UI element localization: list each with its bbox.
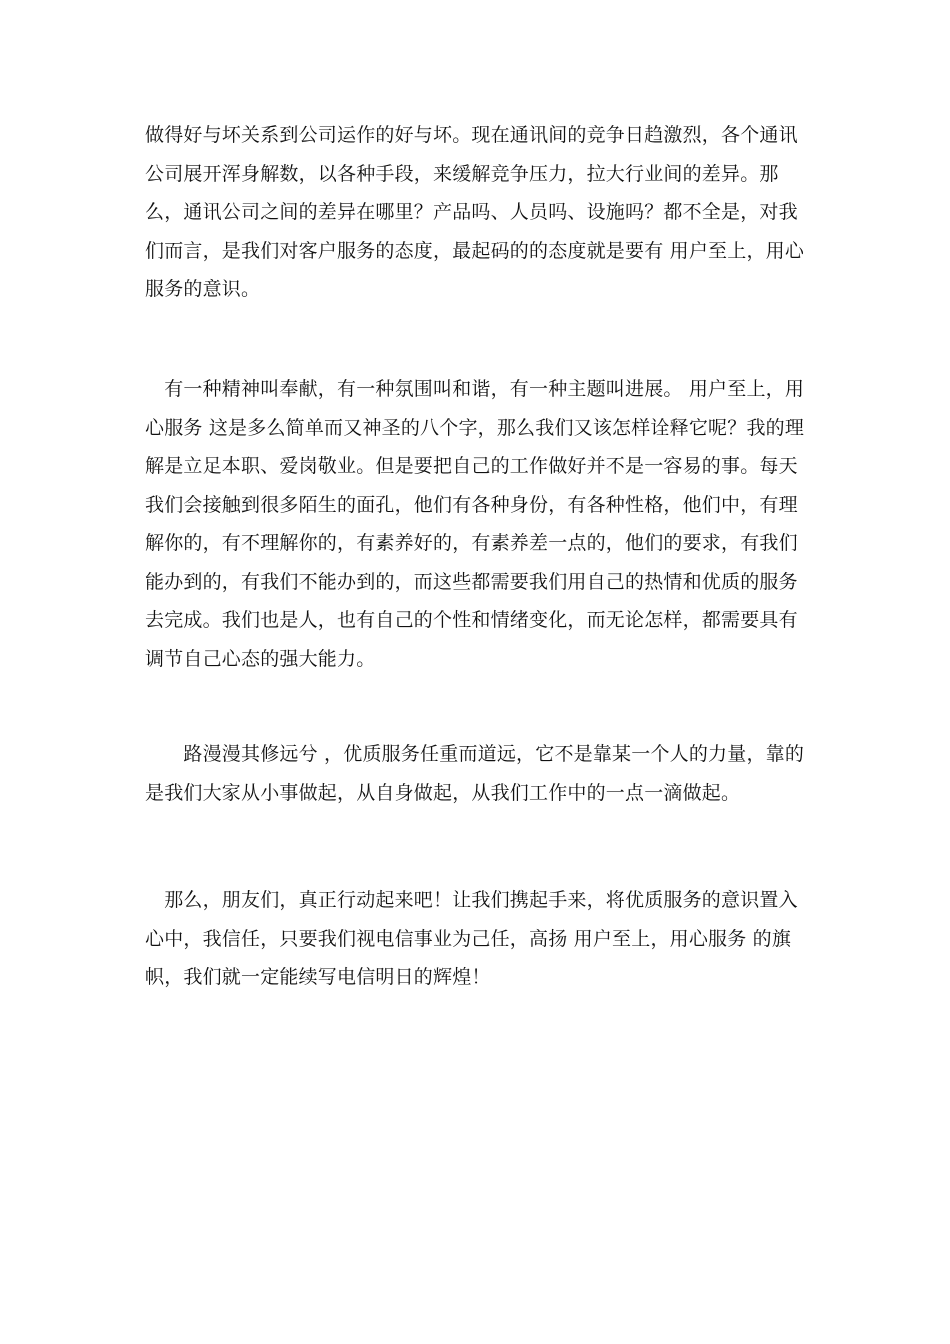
paragraph-2: 有一种精神叫奉献，有一种氛围叫和谐，有一种主题叫进展。 用户至上，用心服务 这是多么简单而又神圣的八个字，那么我们又该怎样诠释它呢？我的理解是立足本职、爱岗敬业。但是要把自己的工作做好并不是一容易的事。每天我们会接触到很多陌生的面孔，他们有各种身份，有各种性格，他们中，有理解你的，有不理解你的，有素养好的，有素养差一点的，他们的要求，有我们能办到的，有我们不能办到的，而这些都需要我们用自己的热情和优质的服务去完成。我们也是人，也有自己的个性和情绪变化，而无论怎样，都需要具有调节自己心态的强大能力。 <box>145 378 805 670</box>
paragraph-4: 那么，朋友们，真正行动起来吧！让我们携起手来，将优质服务的意识置入心中，我信任，只要我们视电信事业为己任，高扬 用户至上，用心服务 的旗帜，我们就一定能续写电信明日的辉煌！ <box>145 889 798 988</box>
paragraph-1: 做得好与坏关系到公司运作的好与坏。现在通讯间的竞争日趋激烈，各个通讯公司展开浑身解数，以各种手段，来缓解竞争压力，拉大行业间的差异。那么，通讯公司之间的差异在哪里？产品吗、人员吗、设施吗？都不全是，对我们而言，是我们对客户服务的态度，最起码的的态度就是要有 用户至上，用心服务的意识。 <box>145 124 805 300</box>
paragraph-3: 路漫漫其修远兮 ，优质服务任重而道远，它不是靠某一个人的力量，靠的是我们大家从小事做起，从自身做起，从我们工作中的一点一滴做起。 <box>145 743 805 804</box>
